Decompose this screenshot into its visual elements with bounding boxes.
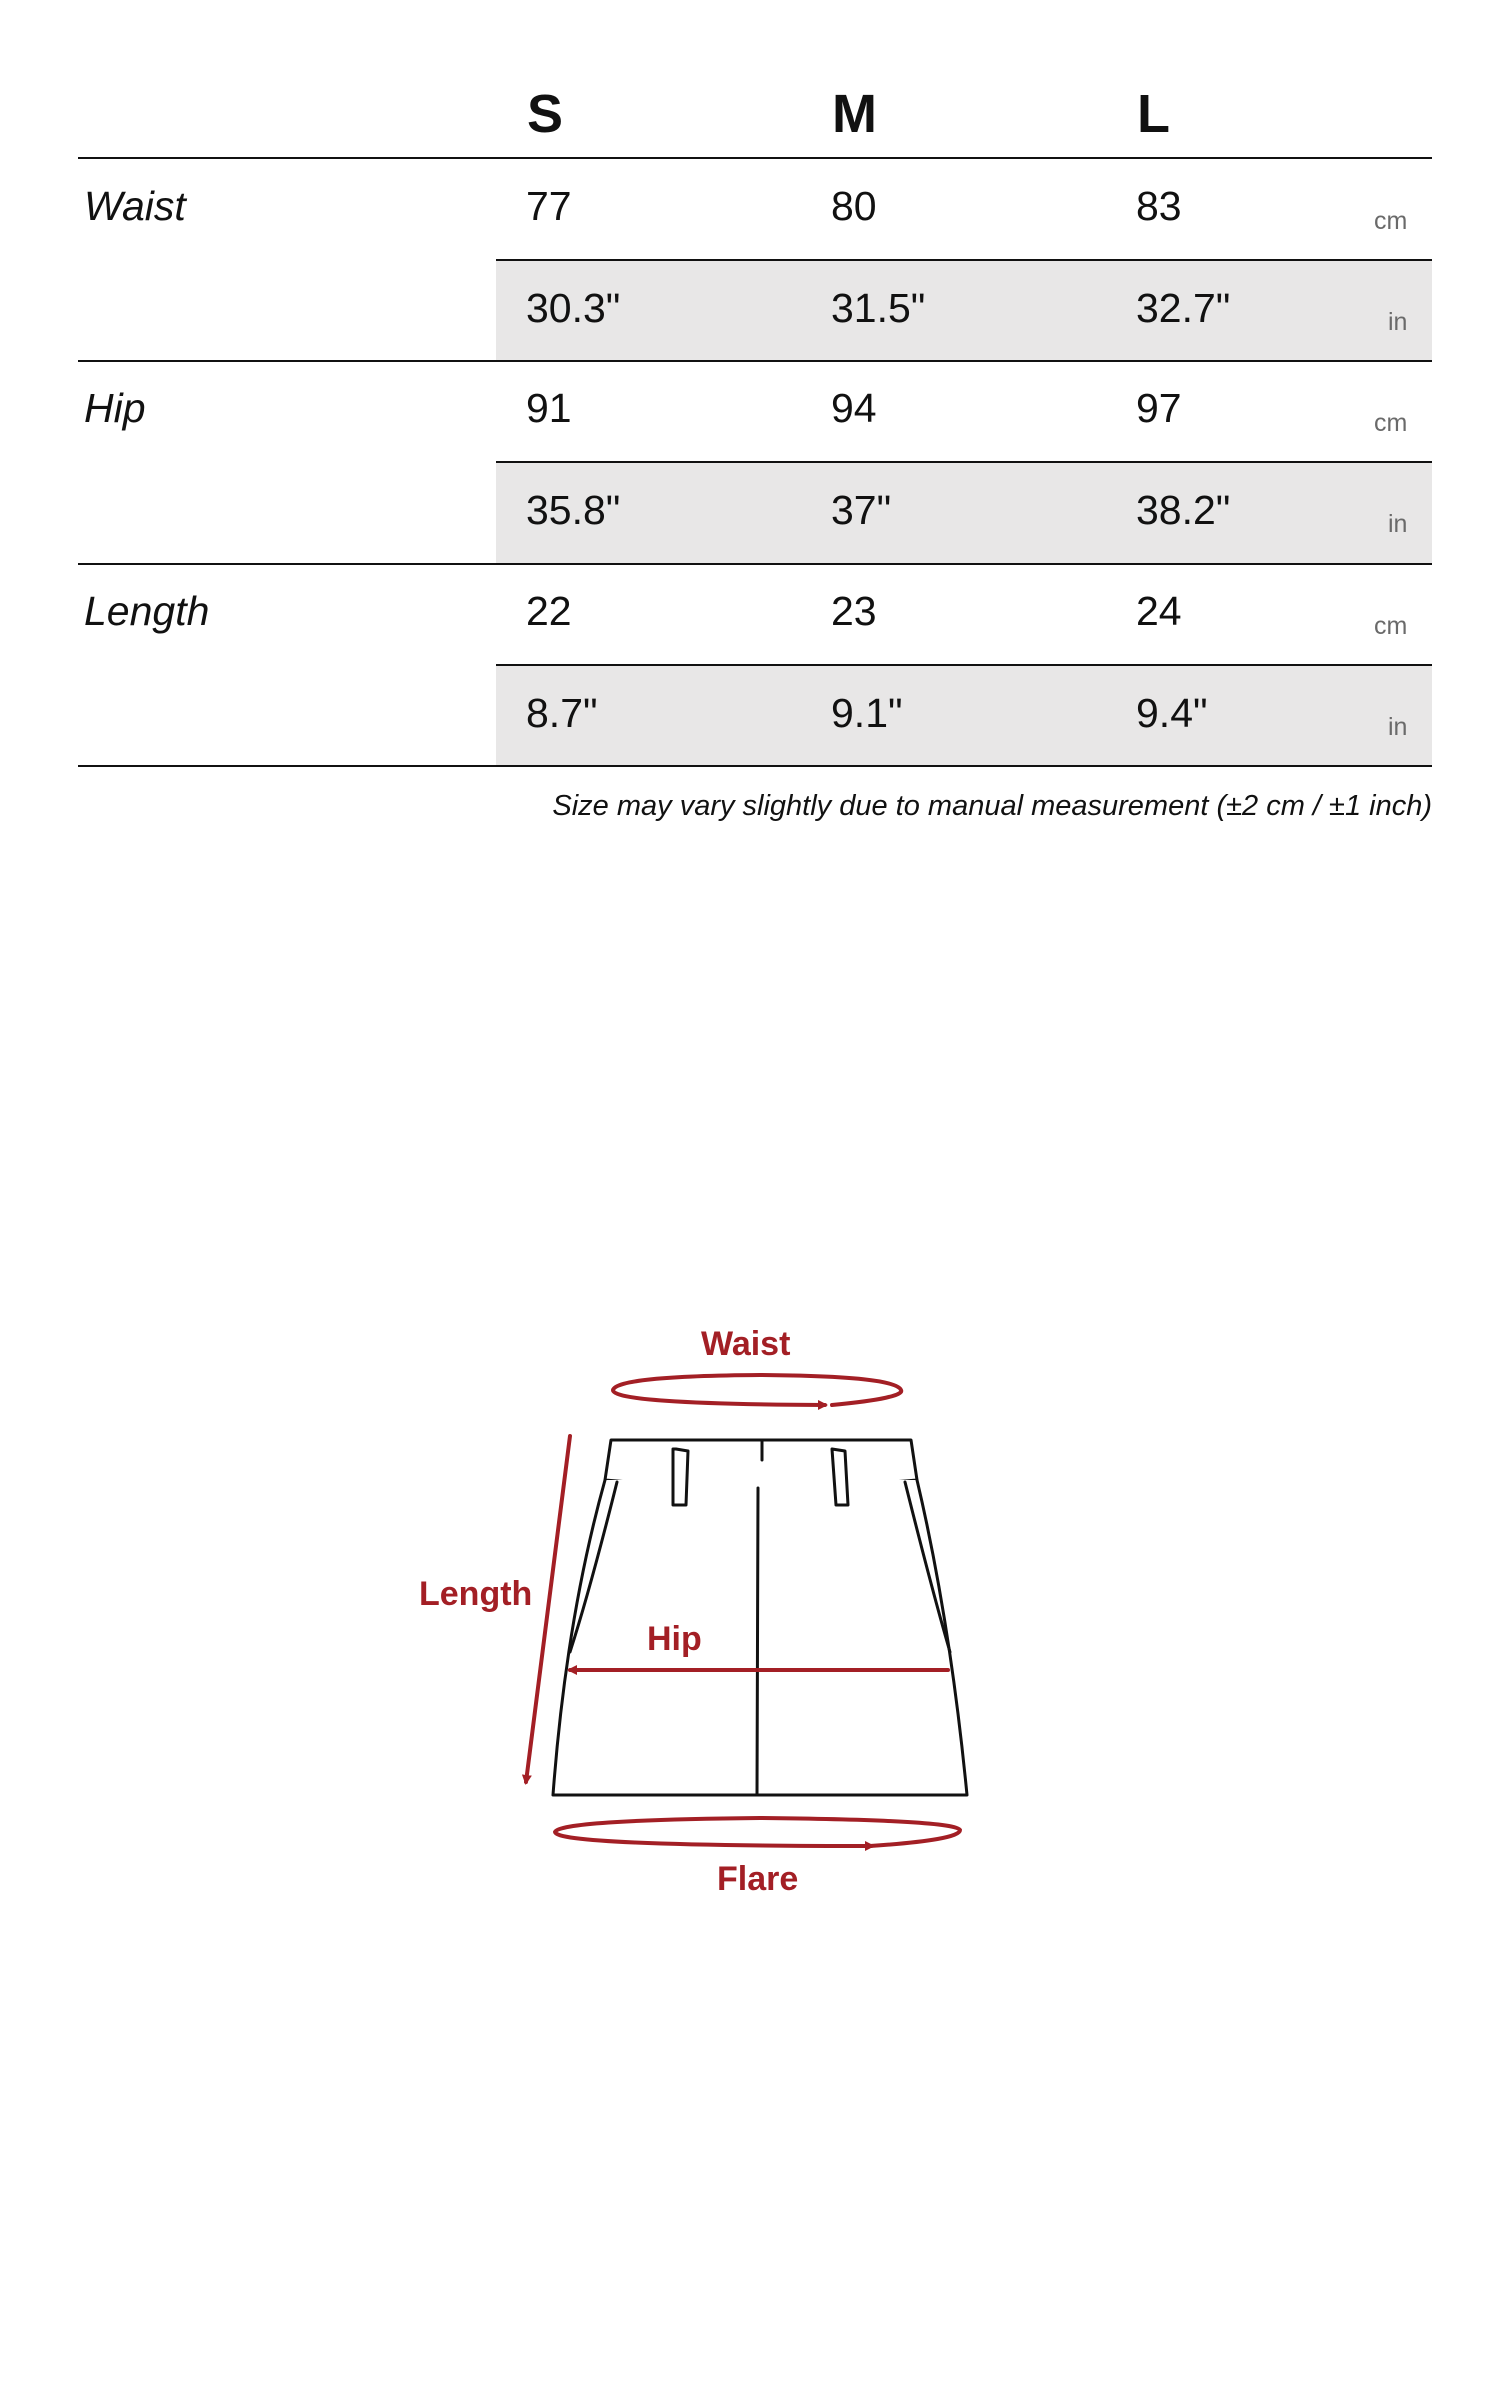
- length-m-cm: 23: [831, 588, 877, 634]
- waist-arrow: [613, 1375, 901, 1405]
- hip-cm-unit: cm: [1374, 409, 1408, 437]
- waist-m-cm: 80: [831, 183, 877, 229]
- diagram-label-hip: Hip: [647, 1620, 702, 1658]
- hip-label: Hip: [84, 385, 146, 431]
- hip-l-in: 38.2": [1136, 487, 1231, 533]
- size-header-m: M: [832, 84, 877, 144]
- length-in-unit: in: [1388, 713, 1408, 741]
- length-l-in: 9.4": [1136, 690, 1208, 736]
- waist-in-unit: in: [1388, 308, 1408, 336]
- waist-label: Waist: [84, 183, 186, 229]
- hip-m-cm: 94: [831, 385, 877, 431]
- waist-l-cm: 83: [1136, 183, 1182, 229]
- hip-m-in: 37": [831, 487, 892, 533]
- length-s-in: 8.7": [526, 690, 598, 736]
- flare-arrow: [555, 1818, 960, 1846]
- waist-s-in: 30.3": [526, 285, 621, 331]
- skirt-body: [553, 1480, 967, 1795]
- hip-s-cm: 91: [526, 385, 572, 431]
- length-label: Length: [84, 588, 210, 634]
- hip-l-cm: 97: [1136, 385, 1182, 431]
- waist-cm-unit: cm: [1374, 207, 1408, 235]
- diagram-label-flare: Flare: [717, 1860, 799, 1898]
- size-header-s: S: [527, 84, 564, 144]
- length-s-cm: 22: [526, 588, 572, 634]
- measurement-note: Size may vary slightly due to manual measurement (±2 cm / ±1 inch): [552, 790, 1432, 822]
- waist-l-in: 32.7": [1136, 285, 1231, 331]
- size-header-l: L: [1137, 84, 1170, 144]
- skirt-outline: [553, 1440, 967, 1795]
- diagram-label-length: Length: [419, 1575, 533, 1613]
- length-cm-unit: cm: [1374, 612, 1408, 640]
- waist-m-in: 31.5": [831, 285, 926, 331]
- waist-s-cm: 77: [526, 183, 572, 229]
- length-l-cm: 24: [1136, 588, 1182, 634]
- diagram-label-waist: Waist: [701, 1325, 791, 1363]
- length-m-in: 9.1": [831, 690, 903, 736]
- hip-s-in: 35.8": [526, 487, 621, 533]
- hip-in-unit: in: [1388, 510, 1408, 538]
